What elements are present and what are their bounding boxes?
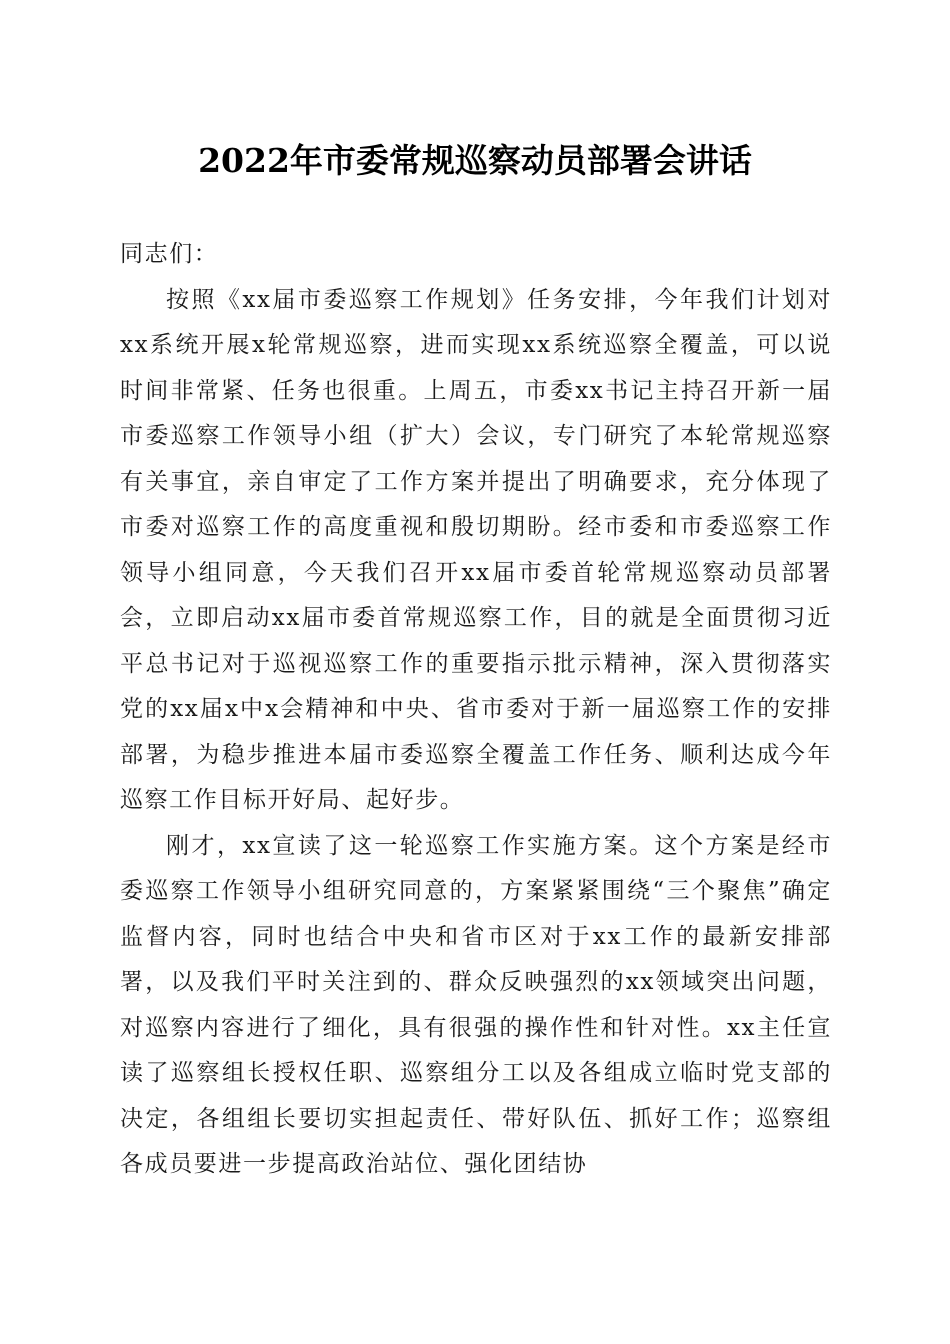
document-title: 2022年市委常规巡察动员部署会讲话	[198, 141, 752, 180]
document-body	[120, 232, 832, 1188]
paragraph-1: 按照《xx届市委巡察工作规划》任务安排，今年我们计划对xx系统开展x轮常规巡察，进而实现xx系统巡察全覆盖，可以说时间非常紧、任务也很重。上周五，市委xx书记主持召开新一届市委巡察工作领导小组（扩大）会议，专门研究了本轮常规巡察有关事宜，亲自审定了工作方案并提出了明确要求，充分体现了市委对巡察工作的高度重视和殷切期盼。经市委和市委巡察工作领导小组同意，今天我们召开xx届市委首轮常规巡察动员部署会，立即启动xx届市委首常规巡察工作，目的就是全面贯彻习近平总书记对于巡视巡察工作的重要指示批示精神，深入贯彻落实党的xx届x中x会精神和中央、省市委对于新一届巡察工作的安排部署，为稳步推进本届市委巡察全覆盖工作任务、顺利达成今年巡察工作目标开好局、起好步。	[120, 286, 832, 813]
salutation: 同志们：	[120, 241, 219, 267]
paragraph-2: 刚才，xx宣读了这一轮巡察工作实施方案。这个方案是经市委巡察工作领导小组研究同意的，方案紧紧围绕“三个聚焦”确定监督内容，同时也结合中央和省市区对于xx工作的最新安排部署，以及我们平时关注到的、群众反映强烈的xx领域突出问题，对巡察内容进行了细化，具有很强的操作性和针对性。xx主任宣读了巡察组长授权任职、巡察组分工以及各组成立临时党支部的决定，各组组长要切实担起责任、带好队伍、抓好工作；巡察组各成员要进一步提高政治站位、强化团结协	[120, 832, 832, 1177]
